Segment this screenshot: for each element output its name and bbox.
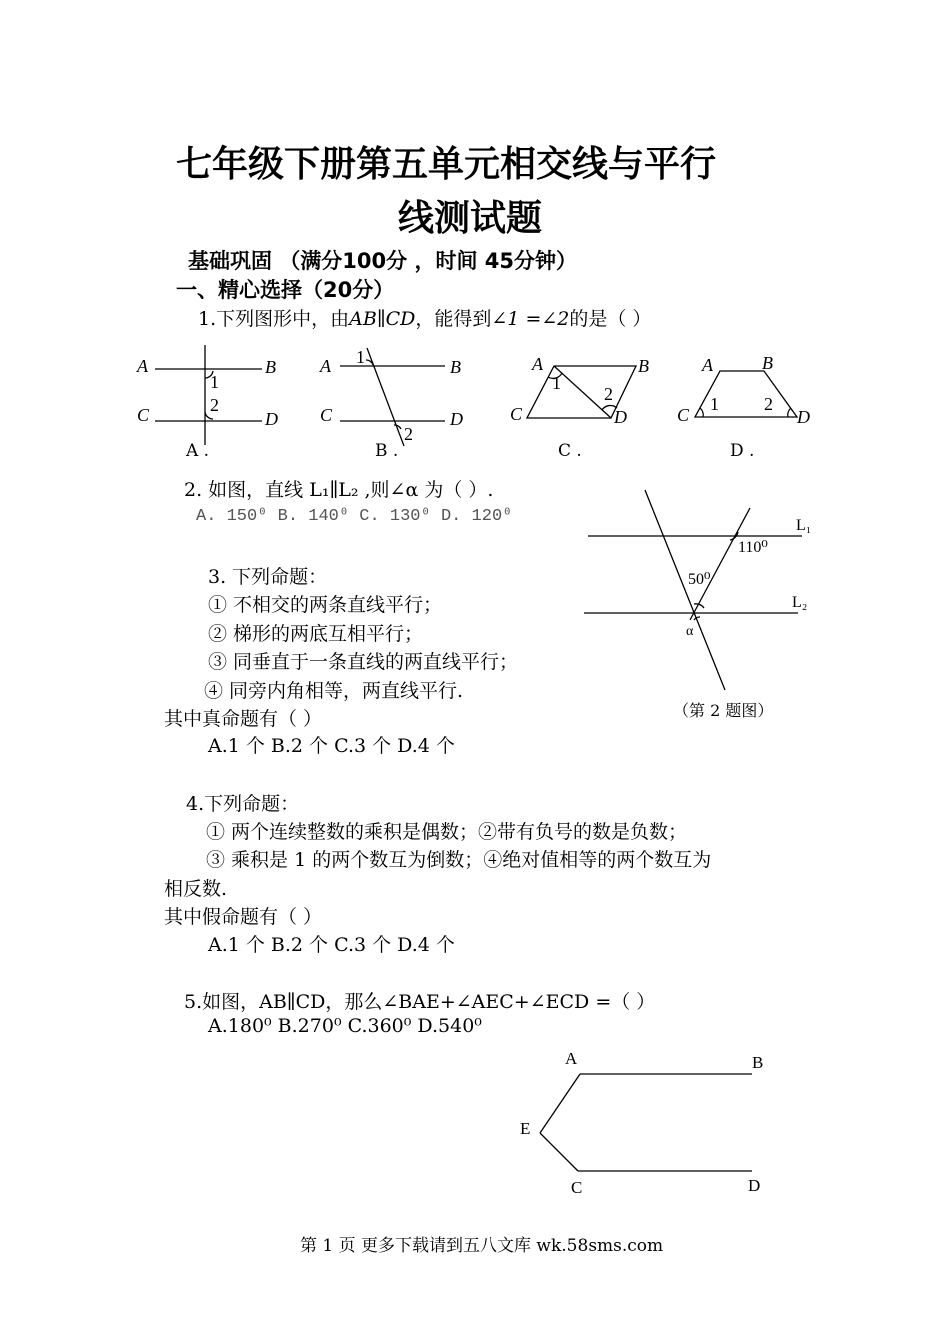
q3-options: A.1 个 B.2 个 C.3 个 D.4 个	[208, 735, 455, 757]
q4-line-3: 相反数.	[164, 878, 228, 900]
q2-figure-caption: （第 2 题图）	[673, 701, 774, 720]
q1-option-d-label: D .	[730, 441, 755, 461]
q3-item-2: ② 梯形的两底互相平行；	[208, 623, 424, 645]
q1-figure-a	[155, 345, 262, 445]
q2-label-l1: L₁	[796, 517, 812, 534]
q5-point-d: D	[748, 1176, 761, 1195]
q1b-point-d: D	[450, 409, 463, 429]
q1-text-mid: ，能得到	[415, 308, 492, 330]
q1d-point-b: B	[762, 353, 773, 373]
q1a-angle-1: 1	[210, 372, 219, 392]
q5-point-e: E	[520, 1119, 531, 1138]
q1-figures	[0, 0, 950, 470]
q2-label-l2: L₂	[792, 594, 808, 611]
q4-line-2: ③ 乘积是 1 的两个数互为倒数；④绝对值相等的两个数互为	[206, 849, 712, 871]
q1-option-a-label: A .	[186, 441, 210, 461]
q1b-angle-2: 2	[404, 424, 413, 444]
q2-text: 2. 如图，直线 L₁∥L₂ ,则∠α 为（ ）.	[184, 479, 494, 501]
q1a-point-c: C	[137, 405, 150, 425]
q1b-point-a: A	[320, 356, 331, 376]
page-title-line1: 七年级下册第五单元相交线与平行	[176, 144, 717, 185]
q3-stem: 3. 下列命题：	[208, 566, 328, 588]
q1d-angle-1: 1	[710, 394, 719, 414]
q1c-angle-1: 1	[552, 373, 561, 393]
q5-text: 5.如图，AB∥CD，那么∠BAE+∠AEC+∠ECD =（ ）	[184, 991, 656, 1013]
q4-options: A.1 个 B.2 个 C.3 个 D.4 个	[208, 934, 455, 956]
q5-point-a: A	[565, 1049, 578, 1068]
q1d-point-c: C	[677, 405, 690, 425]
q1a-point-a: A	[137, 356, 148, 376]
q1-condition: AB∥CD	[349, 308, 416, 330]
q1-result: ∠1 =∠2	[491, 308, 570, 330]
q2-angle-50: 50⁰	[688, 571, 711, 588]
q2-options: A. 150⁰ B. 140⁰ C. 130⁰ D. 120⁰	[196, 507, 513, 526]
q1-option-c-label: C .	[558, 441, 582, 461]
q4-ask: 其中假命题有（ ）	[164, 906, 323, 928]
page-title-line2: 线测试题	[398, 198, 543, 239]
q1b-angle-1: 1	[356, 347, 365, 367]
page-footer: 第 1 页 更多下载请到五八文库 wk.58sms.com	[300, 1236, 664, 1256]
q1d-angle-2: 2	[764, 394, 773, 414]
q2-angle-alpha: α	[686, 624, 694, 639]
q1a-angle-2: 2	[210, 395, 219, 415]
q1c-point-b: B	[638, 356, 649, 376]
q1a-point-d: D	[265, 409, 278, 429]
q1-text-post: 的是（ ）	[569, 308, 652, 330]
q4-line-1: ① 两个连续整数的乘积是偶数；②带有负号的数是负数；	[206, 821, 688, 843]
q5-point-c: C	[571, 1178, 583, 1197]
q5-options: A.180⁰ B.270⁰ C.360⁰ D.540⁰	[208, 1015, 482, 1037]
q1b-point-b: B	[450, 357, 461, 377]
q3-item-3: ③ 同垂直于一条直线的两直线平行；	[208, 651, 519, 673]
q1c-point-a: A	[532, 354, 543, 374]
q4-stem: 4.下列命题：	[186, 793, 300, 815]
q5-point-b: B	[752, 1053, 764, 1072]
q3-item-4: ④ 同旁内角相等，两直线平行.	[204, 680, 464, 702]
q2-angle-110: 110⁰	[738, 539, 768, 556]
q3-item-1: ① 不相交的两条直线平行；	[208, 594, 443, 616]
q1-option-b-label: B .	[375, 441, 399, 461]
q1d-point-d: D	[797, 407, 810, 427]
q1a-point-b: B	[265, 357, 276, 377]
subtitle: 基础巩固 （满分100分 ，时间 45分钟）	[188, 249, 577, 273]
q5-figure	[510, 1040, 800, 1205]
section-heading: 一、精心选择（20分）	[176, 278, 395, 302]
q3-ask: 其中真命题有（ ）	[164, 708, 323, 730]
q2-figure	[570, 480, 830, 710]
q1c-angle-2: 2	[604, 384, 613, 404]
q1b-point-c: C	[320, 405, 333, 425]
q1c-point-c: C	[510, 404, 523, 424]
q1d-point-a: A	[702, 355, 713, 375]
q1-text-pre: 1.下列图形中，由	[198, 308, 350, 330]
question-2	[184, 475, 493, 502]
q1c-point-d: D	[614, 407, 627, 427]
